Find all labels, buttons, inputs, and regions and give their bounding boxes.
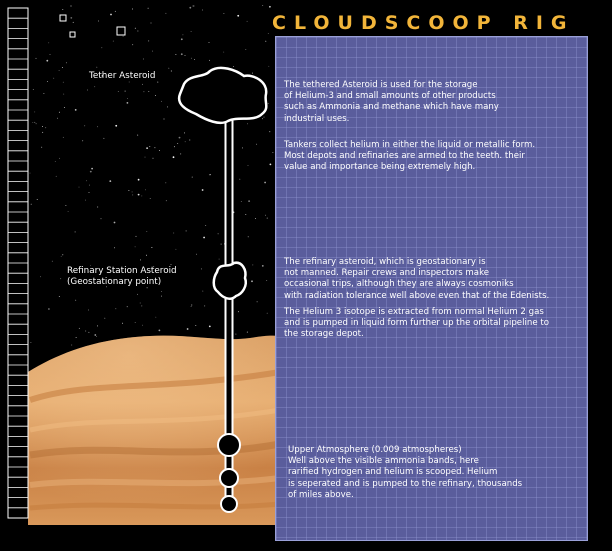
star: [148, 91, 149, 92]
star: [177, 143, 178, 144]
star: [266, 280, 267, 281]
star: [171, 264, 172, 265]
star: [89, 185, 90, 186]
star: [70, 17, 72, 19]
altitude-scale-ruler: [8, 8, 28, 518]
star: [173, 233, 174, 234]
star: [31, 204, 32, 205]
star: [30, 342, 31, 343]
star: [150, 198, 151, 199]
star: [128, 190, 129, 191]
star: [193, 6, 194, 7]
star: [272, 152, 273, 153]
starfield: [30, 5, 274, 350]
star: [85, 200, 86, 201]
star: [159, 330, 161, 332]
star: [140, 259, 141, 260]
star: [79, 328, 80, 329]
star: [91, 168, 93, 170]
star: [86, 180, 87, 181]
star: [146, 147, 148, 149]
star: [75, 231, 76, 232]
top-marker-boxes: [60, 15, 125, 37]
star: [268, 103, 269, 104]
tether-description-2: Tankers collect helium in either the liquid or metallic form. Most depots and refinaries are armed to the teeth. their value and importance being extremely high.: [284, 140, 536, 173]
star: [96, 336, 97, 337]
star: [123, 36, 124, 37]
star: [203, 237, 205, 239]
star: [34, 111, 35, 112]
star: [138, 194, 140, 196]
star: [210, 174, 211, 175]
star: [110, 14, 112, 16]
star: [245, 214, 246, 215]
star: [71, 345, 72, 346]
star: [209, 174, 210, 175]
star: [192, 177, 193, 178]
star: [164, 119, 165, 120]
star: [248, 236, 249, 237]
star: [181, 38, 183, 40]
star: [157, 82, 158, 83]
star: [59, 158, 60, 159]
star: [113, 41, 114, 42]
tether-asteroid-shape: [179, 68, 266, 123]
star: [42, 126, 43, 127]
star: [101, 218, 102, 219]
star: [185, 55, 186, 56]
star: [195, 325, 196, 326]
star: [63, 82, 64, 83]
star: [165, 182, 166, 183]
star: [175, 249, 176, 250]
star: [32, 122, 33, 123]
star: [142, 84, 143, 85]
star: [135, 322, 136, 323]
star: [101, 47, 102, 48]
star: [153, 158, 154, 159]
star: [88, 332, 89, 333]
star: [62, 67, 63, 68]
star: [173, 156, 175, 158]
star: [96, 67, 97, 68]
star: [104, 318, 105, 319]
star: [97, 207, 98, 208]
star: [137, 31, 138, 32]
star: [84, 125, 85, 126]
star: [34, 122, 35, 123]
star: [247, 123, 248, 124]
star: [242, 147, 243, 148]
star: [82, 140, 83, 141]
star: [151, 247, 152, 248]
star: [47, 81, 48, 82]
star: [43, 93, 44, 94]
star: [184, 132, 185, 133]
star: [127, 102, 129, 104]
star: [269, 131, 270, 132]
refinery-description-2: The Helium 3 isotope is extracted from normal Helium 2 gas and is pumped in liquid form further up the orbital pipeline to the storage depot.: [284, 307, 549, 340]
star: [237, 15, 239, 17]
star: [41, 147, 42, 148]
star: [223, 52, 224, 53]
star: [257, 301, 258, 302]
star: [140, 303, 141, 304]
star: [209, 42, 210, 43]
star: [127, 98, 128, 99]
star: [196, 254, 197, 255]
star: [64, 107, 65, 108]
star: [141, 195, 142, 196]
star: [221, 244, 222, 245]
star: [122, 323, 123, 324]
star: [63, 137, 64, 138]
star: [202, 189, 204, 191]
star: [98, 21, 99, 22]
star: [143, 91, 144, 92]
refinery-description-1: The refinary asteroid, which is geostationary is not manned. Repair crews and inspectors make occasional trips, although they are always cosmoniks with radiation tolerance well above even that of the Edenists.: [284, 257, 550, 301]
star: [180, 153, 181, 154]
star: [155, 317, 156, 318]
star: [247, 332, 248, 333]
star: [262, 5, 263, 6]
star: [167, 106, 168, 107]
star: [235, 334, 236, 335]
star: [61, 256, 62, 257]
star: [145, 189, 146, 190]
star: [179, 137, 181, 139]
atmosphere-description: Upper Atmosphere (0.009 atmospheres) Well above the visible ammonia bands, here rarified hydrogen and helium is scooped. Helium is seperated and is pumped to the refinary, thousands of miles above.: [288, 445, 523, 500]
star: [136, 236, 137, 237]
star: [270, 164, 272, 166]
star: [115, 125, 117, 127]
star: [66, 62, 67, 63]
star: [89, 192, 90, 193]
star: [256, 144, 257, 145]
star: [148, 8, 149, 9]
star: [97, 126, 98, 127]
scoop-pods: [218, 434, 240, 512]
star: [135, 28, 136, 29]
star: [238, 311, 239, 312]
star: [52, 261, 53, 262]
star: [115, 11, 116, 12]
star: [68, 211, 69, 212]
gas-giant-planet: [28, 336, 280, 525]
star: [114, 222, 116, 224]
star: [145, 157, 146, 158]
star: [174, 146, 175, 147]
star: [114, 247, 115, 248]
star: [63, 94, 64, 95]
star: [151, 23, 152, 24]
star: [36, 123, 37, 124]
star: [155, 95, 156, 96]
star: [103, 138, 104, 139]
star: [161, 291, 162, 292]
star: [252, 264, 253, 265]
star: [62, 9, 63, 10]
star: [247, 21, 248, 22]
star: [146, 255, 147, 256]
star: [48, 42, 49, 43]
star: [142, 325, 143, 326]
star: [46, 60, 48, 62]
tether-asteroid-label: Tether Asteroid: [89, 71, 156, 81]
star: [33, 89, 34, 90]
star: [209, 60, 210, 61]
star: [191, 58, 192, 59]
star: [267, 218, 268, 219]
star: [202, 10, 203, 11]
star: [202, 291, 203, 292]
star: [182, 34, 183, 35]
star: [205, 225, 206, 226]
star: [71, 6, 72, 7]
star: [40, 276, 41, 277]
star: [37, 199, 38, 200]
star: [132, 9, 133, 10]
refinery-station-label: Refinary Station Asteroid (Geostationary point): [67, 266, 177, 287]
star: [233, 66, 234, 67]
star: [268, 66, 269, 67]
star: [135, 246, 136, 247]
star: [127, 306, 128, 307]
star: [265, 41, 266, 42]
star: [161, 296, 162, 297]
star: [171, 71, 172, 72]
star: [219, 259, 220, 260]
star: [252, 73, 253, 74]
star: [76, 337, 77, 338]
star: [115, 308, 116, 309]
star: [75, 300, 76, 301]
star: [138, 179, 140, 181]
star: [30, 173, 31, 174]
star: [137, 135, 138, 136]
star: [264, 117, 265, 118]
star: [149, 146, 150, 147]
star: [268, 33, 269, 34]
star: [191, 305, 192, 306]
star: [165, 13, 166, 14]
star: [42, 132, 43, 133]
star: [161, 101, 162, 102]
star: [55, 161, 56, 162]
star: [87, 90, 88, 91]
star: [255, 218, 256, 219]
star: [193, 6, 194, 7]
star: [75, 109, 77, 111]
star: [132, 44, 133, 45]
star: [204, 305, 205, 306]
star: [36, 58, 37, 59]
star: [146, 231, 147, 232]
star: [59, 70, 60, 71]
star: [185, 141, 186, 142]
star: [148, 40, 149, 41]
star: [265, 215, 266, 216]
star: [50, 54, 51, 55]
star: [97, 325, 98, 326]
star: [137, 294, 138, 295]
refinery-asteroid-shape: [214, 263, 246, 299]
star: [62, 254, 63, 255]
star: [79, 187, 80, 188]
star: [201, 268, 202, 269]
star: [262, 265, 264, 267]
star: [248, 200, 250, 202]
star: [269, 6, 271, 8]
star: [143, 59, 144, 60]
star: [218, 233, 219, 234]
star: [245, 49, 246, 50]
star: [189, 140, 190, 141]
star: [59, 112, 60, 113]
page-title: CLOUDSCOOP RIG: [272, 12, 575, 34]
star: [251, 280, 253, 282]
star: [118, 91, 119, 92]
star: [168, 68, 169, 69]
star: [132, 194, 133, 195]
star: [60, 278, 61, 279]
star: [45, 127, 46, 128]
star: [56, 176, 57, 177]
star: [125, 91, 126, 92]
star: [181, 53, 183, 55]
star: [159, 150, 160, 151]
star: [53, 78, 54, 79]
star: [109, 180, 111, 182]
star: [267, 313, 268, 314]
star: [209, 326, 211, 328]
star: [175, 54, 176, 55]
star: [141, 305, 142, 306]
star: [59, 296, 60, 297]
tether-description-1: The tethered Asteroid is used for the storage of Helium-3 and small amounts of other products such as Ammonia and methane which have many industrial uses.: [284, 80, 499, 124]
star: [191, 31, 192, 32]
star: [94, 86, 95, 87]
star: [65, 205, 66, 206]
star: [152, 51, 153, 52]
star: [94, 334, 96, 336]
star: [191, 306, 192, 307]
star: [239, 179, 240, 180]
star: [248, 165, 249, 166]
star: [189, 7, 191, 9]
star: [154, 147, 155, 148]
star: [186, 230, 187, 231]
star: [194, 59, 195, 60]
star: [90, 171, 92, 173]
star: [264, 182, 266, 184]
star: [262, 118, 263, 119]
star: [187, 328, 189, 330]
star: [223, 13, 224, 14]
star: [73, 22, 74, 23]
star: [132, 191, 133, 192]
star: [57, 118, 58, 119]
star: [88, 310, 89, 311]
star: [48, 308, 50, 310]
star: [85, 331, 86, 332]
star: [241, 201, 242, 202]
star: [166, 200, 167, 201]
